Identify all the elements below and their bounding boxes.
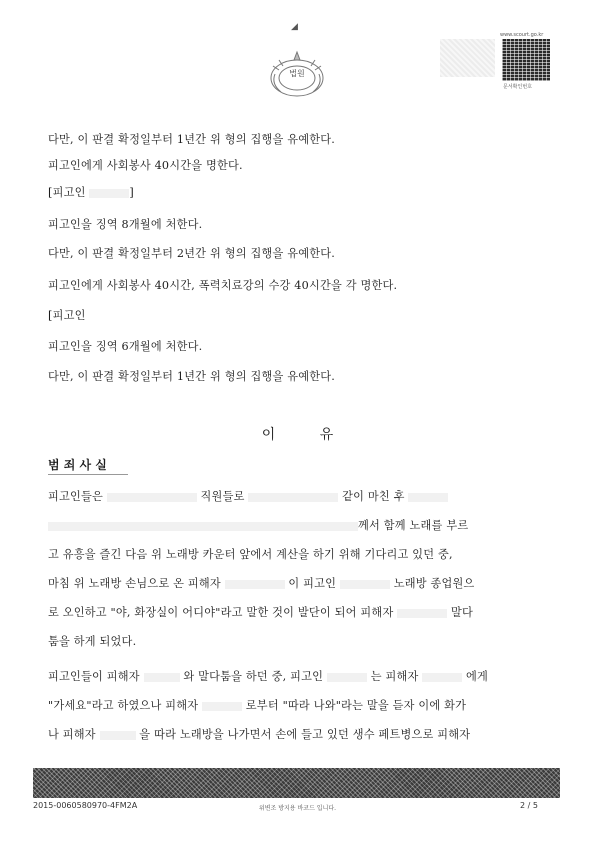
section-divider (48, 474, 128, 475)
text-segment: 에게 (462, 670, 489, 683)
redacted-text (408, 493, 448, 502)
redacted-text (422, 673, 462, 682)
text-segment: 와 말다툼을 하던 중, 피고인 (179, 670, 327, 683)
text-line (48, 338, 202, 354)
text-segment: 마침 위 노래방 손님으로 온 피해자 (48, 577, 225, 590)
text-line (48, 633, 136, 649)
text-segment: 피고인에게 사회봉사 40시간을 명한다. (48, 159, 243, 172)
section-title: 범 죄 사 실 (48, 458, 107, 472)
text-segment: ] (129, 186, 134, 199)
document-number: 2015-0060580970-4FM2A (33, 801, 138, 810)
text-segment: 피고인들은 (48, 490, 107, 503)
heading-left: 이 (261, 427, 276, 443)
text-line (48, 488, 448, 504)
anti-forgery-barcode (33, 768, 560, 798)
text-segment: 같이 마친 후 (338, 490, 409, 503)
redacted-text (107, 493, 197, 502)
redacted-text (100, 731, 136, 740)
redacted-text (144, 673, 180, 682)
section-heading (0, 424, 595, 444)
text-segment: 나 피해자 (48, 728, 100, 741)
text-segment: 고 유흥을 즐긴 다음 위 노래방 카운터 앞에서 계산을 하기 위해 기다리고 있던 중, (48, 548, 453, 561)
text-segment: 이 피고인 (284, 577, 340, 590)
page-number: 2 / 5 (520, 801, 538, 810)
text-line (48, 307, 86, 323)
qr-label: 문서확인번호 (503, 84, 532, 90)
text-line (48, 517, 468, 533)
text-segment: 다만, 이 판결 확정일부터 2년간 위 형의 집행을 유예한다. (48, 247, 336, 260)
seal-text: 법원 (289, 69, 305, 78)
redacted-text (225, 580, 285, 589)
text-segment: 노래방 종업원으 (389, 577, 475, 590)
text-segment: 다만, 이 판결 확정일부터 1년간 위 형의 집행을 유예한다. (48, 370, 336, 383)
top-mark: ◢ (291, 22, 298, 32)
text-line (48, 604, 473, 620)
text-line (48, 575, 475, 591)
text-line (48, 668, 488, 684)
text-segment: "가세요"라고 하였으나 피해자 (48, 699, 203, 712)
text-segment: 께서 함께 노래를 부르 (358, 519, 469, 532)
text-segment: 다만, 이 판결 확정일부터 1년간 위 형의 집행을 유예한다. (48, 133, 336, 146)
text-line (48, 368, 335, 384)
text-segment: 피고인을 징역 8개월에 처한다. (48, 218, 203, 231)
text-segment: 툼을 하게 되었다. (48, 635, 137, 648)
redacted-text (48, 522, 358, 531)
redacted-text (340, 580, 390, 589)
redacted-text (89, 189, 129, 198)
text-segment: 을 따라 노래방을 나가면서 손에 들고 있던 생수 페트병으로 피해자 (135, 728, 471, 741)
barcode-caption: 위변조 방지용 바코드 입니다. (258, 805, 337, 812)
text-line (48, 157, 243, 173)
text-segment: 피고인을 징역 6개월에 처한다. (48, 340, 203, 353)
text-segment: 말다 (447, 606, 473, 619)
text-line (48, 131, 335, 147)
qr-area (440, 32, 560, 90)
text-segment: 피고인들이 피해자 (48, 670, 144, 683)
redacted-text (327, 673, 367, 682)
redacted-text (248, 493, 338, 502)
text-segment: 로 오인하고 "야, 화장실이 어디야"라고 말한 것이 발단이 되어 피해자 (48, 606, 398, 619)
text-line (48, 697, 466, 713)
text-line (48, 277, 397, 293)
text-line (48, 726, 470, 742)
text-line (48, 184, 134, 200)
text-segment: 피고인에게 사회봉사 40시간, 폭력치료강의 수강 40시간을 각 명한다. (48, 279, 398, 292)
text-line (48, 546, 453, 562)
text-segment: [피고인 (48, 309, 86, 322)
text-line (48, 216, 202, 232)
redacted-text (397, 609, 447, 618)
text-line (48, 245, 335, 261)
heading-right: 유 (319, 427, 334, 443)
text-segment: [피고인 (48, 186, 90, 199)
text-segment: 는 피해자 (366, 670, 423, 683)
text-segment: 직원들로 (196, 490, 249, 503)
court-seal-emblem (267, 48, 327, 100)
text-segment: 로부터 "따라 나와"라는 말을 듣자 이에 화가 (242, 699, 467, 712)
site-url: www.scourt.go.kr (500, 32, 544, 38)
redacted-area (440, 39, 495, 77)
redacted-text (202, 702, 242, 711)
qr-code (502, 39, 550, 81)
